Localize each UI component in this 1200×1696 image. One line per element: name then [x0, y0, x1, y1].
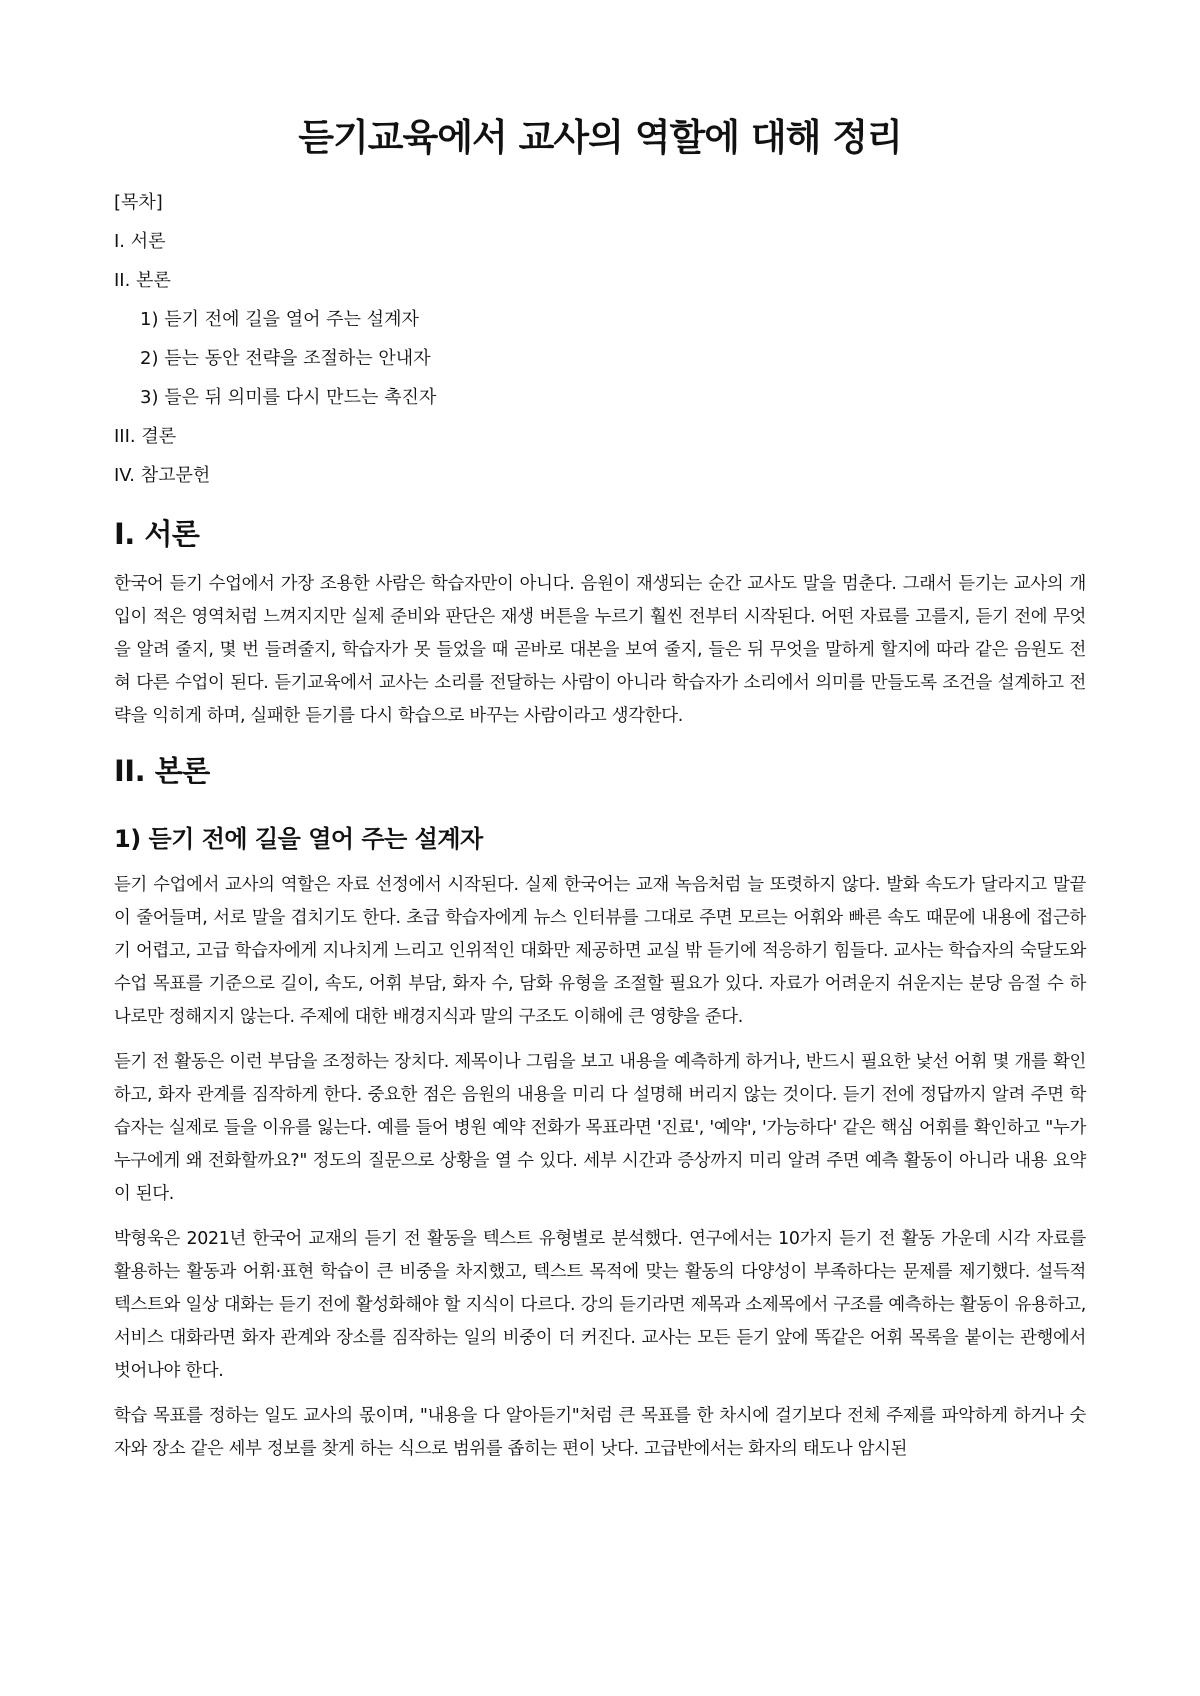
- section-heading-body: II. 본론: [114, 754, 210, 788]
- toc-item-intro: I. 서론: [114, 231, 166, 252]
- toc-item-conclusion: III. 결론: [114, 426, 177, 447]
- document-title: 듣기교육에서 교사의 역할에 대해 정리: [298, 116, 902, 159]
- body-paragraph-2: 듣기 전 활동은 이런 부담을 조정하는 장치다. 제목이나 그림을 보고 내용을 예측하게 하거나, 반드시 필요한 낯선 어휘 몇 개를 확인하고, 화자 관계를 짐작하게 한다. 중요한 점은 음원의 내용을 미리 다 설명해 버리지 않는 것이다. 듣기 전에 정답까지 알려 주면 학습자는 실제로 들을 이유를 잃는다. 예를 들어 병원 예약 전화가 목표라면 '진료', '예약', '가능하다' 같은 핵심 어휘를 확인하고 "누가 누구에게 왜 전화할까요?" 정도의 질문으로 상황을 열 수 있다. 세부 시간과 증상까지 미리 알려 주면 예측 활동이 아니라 내용 요약이 된다.: [114, 1052, 1086, 1204]
- toc-item-body: II. 본론: [114, 270, 171, 291]
- body-paragraph-4: 학습 목표를 정하는 일도 교사의 몫이며, "내용을 다 알아듣기"처럼 큰 목표를 한 차시에 걸기보다 전체 주제를 파악하게 하거나 숫자와 장소 같은 세부 정보를 찾게 하는 식으로 범위를 좁히는 편이 낫다. 고급반에서는 화자의 태도나 암시된: [114, 1406, 1086, 1459]
- body-paragraph-3: 박형욱은 2021년 한국어 교재의 듣기 전 활동을 텍스트 유형별로 분석했다. 연구에서는 10가지 듣기 전 활동 가운데 시각 자료를 활용하는 활동과 어휘·표현 학습이 큰 비중을 차지했고, 텍스트 목적에 맞는 활동의 다양성이 부족하다는 문제를 제기했다. 설득적 텍스트와 일상 대화는 듣기 전에 활성화해야 할 지식이 다르다. 강의 듣기라면 제목과 소제목에서 구조를 예측하는 활동이 유용하고, 서비스 대화라면 화자 관계와 장소를 짐작하는 일의 비중이 더 커진다. 교사는 모든 듣기 앞에 똑같은 어휘 목록을 붙이는 관행에서 벗어나야 한다.: [114, 1229, 1086, 1381]
- toc-heading: [목차]: [114, 192, 163, 213]
- toc-item-body-2: 2) 듣는 동안 전략을 조절하는 안내자: [140, 348, 431, 369]
- intro-paragraph: 한국어 듣기 수업에서 가장 조용한 사람은 학습자만이 아니다. 음원이 재생되는 순간 교사도 말을 멈춘다. 그래서 듣기는 교사의 개입이 적은 영역처럼 느껴지지만 실제 준비와 판단은 재생 버튼을 누르기 훨씬 전부터 시작된다. 어떤 자료를 고를지, 듣기 전에 무엇을 알려 줄지, 몇 번 들려줄지, 학습자가 못 들었을 때 곧바로 대본을 보여 줄지, 들은 뒤 무엇을 말하게 할지에 따라 같은 음원도 전혀 다른 수업이 된다. 듣기교육에서 교사는 소리를 전달하는 사람이 아니라 학습자가 소리에서 의미를 만들도록 조건을 설계하고 전략을 익히게 하며, 실패한 듣기를 다시 학습으로 바꾸는 사람이라고 생각한다.: [114, 574, 1086, 726]
- toc-item-body-3: 3) 들은 뒤 의미를 다시 만드는 촉진자: [140, 387, 437, 408]
- toc-item-references: IV. 참고문헌: [114, 465, 211, 486]
- toc-item-body-1: 1) 듣기 전에 길을 열어 주는 설계자: [140, 309, 419, 330]
- section-heading-intro: I. 서론: [114, 517, 200, 551]
- subsection-heading-1: 1) 듣기 전에 길을 열어 주는 설계자: [114, 825, 483, 853]
- table-of-contents: [114, 190, 1086, 488]
- body-paragraph-1: 듣기 수업에서 교사의 역할은 자료 선정에서 시작된다. 실제 한국어는 교재 녹음처럼 늘 또렷하지 않다. 발화 속도가 달라지고 말끝이 줄어들며, 서로 말을 겹치기도 한다. 초급 학습자에게 뉴스 인터뷰를 그대로 주면 모르는 어휘와 빠른 속도 때문에 내용에 접근하기 어렵고, 고급 학습자에게 지나치게 느리고 인위적인 대화만 제공하면 교실 밖 듣기에 적응하기 힘들다. 교사는 학습자의 숙달도와 수업 목표를 기준으로 길이, 속도, 어휘 부담, 화자 수, 담화 유형을 조절할 필요가 있다. 자료가 어려운지 쉬운지는 분당 음절 수 하나로만 정해지지 않는다. 주제에 대한 배경지식과 말의 구조도 이해에 큰 영향을 준다.: [114, 875, 1086, 1027]
